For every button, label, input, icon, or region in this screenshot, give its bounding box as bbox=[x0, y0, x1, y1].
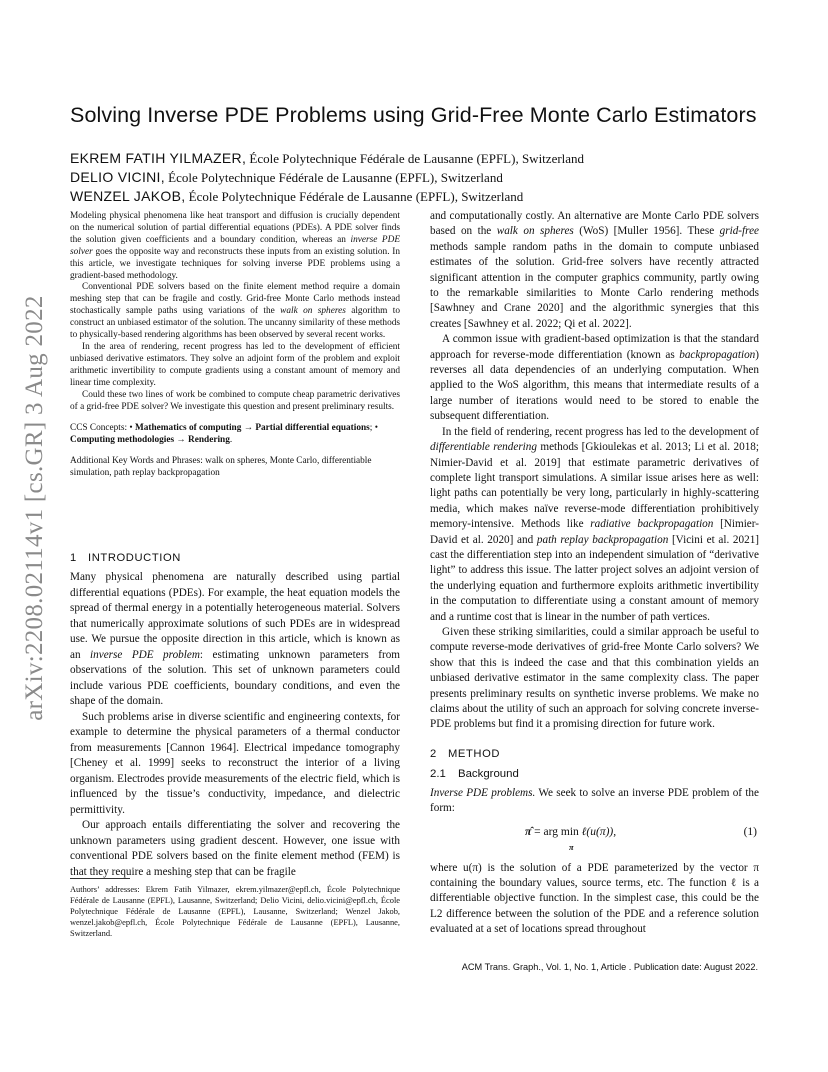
body-paragraph: Our approach entails differentiating the solver and recovering the unknown parameters using gradient descent. However, one issue with conventional PDE solvers based on the finite element method (FEM) is that they require a meshing step that can be fragile bbox=[70, 819, 400, 878]
arxiv-id: arXiv:2208.02114v1 [cs.GR] 3 Aug 2022 bbox=[21, 295, 48, 721]
body-column-left bbox=[70, 551, 400, 880]
abstract-paragraph: Modeling physical phenomena like heat transport and diffusion is crucially dependent on the numerical solution of partial differential equations (PDEs). A PDE solver finds the solution given coefficients and a boundary condition, whereas an inverse PDE solver goes the opposite way and reconstructs these inputs from an existing solution. In this article, we investigate techniques for solving inverse PDE problems using a gradient-based methodology. bbox=[70, 211, 400, 281]
arxiv-stamp bbox=[20, 288, 50, 728]
author-line-2 bbox=[70, 168, 503, 187]
author-addresses-footnote: Authors’ addresses: Ekrem Fatih Yilmazer, ekrem.yilmazer@epfl.ch, École Polytechnique Fédérale de Lausanne (EPFL), Lausanne, Switzerland; Delio Vicini, delio.vicini@epfl.ch, École Polytechnique Fédérale de Lausanne (EPFL), Lausanne, Switzerland; Wenzel Jakob, wenzel.jakob@epfl.ch, École Polytechnique Fédérale de Lausanne (EPFL), Lausanne, Switzerland. bbox=[70, 885, 400, 938]
abstract-paragraph: In the area of rendering, recent progress has led to the development of efficient unbiased derivative estimators. They solve an adjoint form of the problem and exploit arithmetic invertibility to compute gradients using a constant amount of memory and linear time complexity. bbox=[70, 341, 400, 388]
running-footer: ACM Trans. Graph., Vol. 1, No. 1, Article . Publication date: August 2022. bbox=[461, 962, 758, 972]
body-column-right bbox=[430, 209, 759, 938]
author-name: WENZEL JAKOB, bbox=[70, 188, 186, 204]
author-name: EKREM FATIH YILMAZER, bbox=[70, 150, 247, 166]
author-name: DELIO VICINI, bbox=[70, 169, 165, 185]
footnote-rule bbox=[70, 878, 130, 879]
body-paragraph: Given these striking similarities, could a similar approach be useful to compute reverse-mode derivatives of grid-free Monte Carlo solvers? We show that this is indeed the case and that this combination yields an unbiased derivative estimator in the same complexity class. The paper presents preliminary results on synthetic inverse problems. We make no claims about the utility of such an approach for solving concrete inverse-PDE problems but find it a promising direction for future work. bbox=[430, 625, 759, 731]
author-affiliation: École Polytechnique Fédérale de Lausanne (EPFL), Switzerland bbox=[246, 151, 585, 166]
body-paragraph: A common issue with gradient-based optimization is that the standard approach for reverse-mode differentiation (known as backpropagation) reverses all data dependencies of an underlying computation. When applied to the WoS algorithm, this means that intermediate results of a large number of iterations would need to be stored to enable the subsequent differentiation. bbox=[430, 333, 759, 423]
ccs-concepts: CCS Concepts: • Mathematics of computing → Partial differential equations; • Computing methodologies → Rendering. bbox=[70, 423, 378, 446]
author-affiliation: École Polytechnique Fédérale de Lausanne (EPFL), Switzerland bbox=[185, 189, 524, 204]
body-paragraph: Inverse PDE problems. We seek to solve an inverse PDE problem of the form: bbox=[430, 786, 759, 815]
keywords: Additional Key Words and Phrases: walk on spheres, Monte Carlo, differentiable simulation, path replay backpropagation bbox=[70, 456, 372, 479]
body-paragraph: Many physical phenomena are naturally described using partial differential equations (PDEs). For example, the heat equation models the spread of thermal energy in a potentially heterogeneous material. Solvers that numerically approximate solutions of such PDEs are in widespread use. We pursue the opposite direction in this article, which is known as an inverse PDE problem: estimating unknown parameters from observations of the solution. This set of unknown parameters could include various PDE coefficients, boundary conditions, and even the shape of the domain. bbox=[70, 571, 400, 707]
equation-1 bbox=[430, 823, 759, 857]
abstract-paragraph: Conventional PDE solvers based on the finite element method require a domain meshing step that can be fragile and costly. Grid-free Monte Carlo methods instead stochastically sample paths using variations of the walk on spheres algorithm to construct an unbiased estimator of the solution. The uncanny similarity of these methods to physically-based rendering algorithms has been observed by several recent works. bbox=[70, 282, 400, 341]
body-paragraph: In the field of rendering, recent progress has led to the development of differentiable rendering methods [Gkioulekas et al. 2013; Li et al. 2018; Nimier-David et al. 2019] that estimate parametric derivatives of complete light transport simulations. A similar issue arises here as well: light paths can potentially be very long, particularly in highly-scattering media, which makes naïve reverse-mode differentiation prohibitively memory-intensive. Methods like radiative backpropagation [Nimier-David et al. 2020] and path replay backpropagation [Vicini et al. 2021] cast the differentiation step into an independent simulation of “derivative light” to address this issue. The latter project solves an adjoint version of the underlying equation and furthermore exploits arithmetic invertibility in the computation to differentiate using a constant amount of memory and a runtime cost that is linear in the number of path vertices. bbox=[430, 425, 760, 623]
section-heading: 1 INTRODUCTION bbox=[70, 552, 181, 564]
section-heading: 2 METHOD bbox=[430, 747, 501, 760]
body-paragraph: where u(π) is the solution of a PDE parameterized by the vector π containing the boundary values, source terms, etc. The function ℓ is a differentiable objective function. In the simplest case, this could be the L2 difference between the solution of the PDE and a reference solution evaluated at a set of locations spread throughout bbox=[430, 861, 759, 936]
abstract bbox=[70, 211, 400, 480]
body-paragraph: and computationally costly. An alternative are Monte Carlo PDE solvers based on the walk on spheres (WoS) [Muller 1956]. These grid-free methods sample random paths in the domain to compute unbiased estimates of the solution. Grid-free solvers have recently attracted significant attention in the computer graphics community, partly owing to the remarkable similarities to Monte Carlo rendering methods [Sawhney and Crane 2020] and the algorithmic synergies that this creates [Sawhney et al. 2022; Qi et al. 2022]. bbox=[430, 210, 760, 330]
author-line-1 bbox=[70, 149, 584, 168]
author-affiliation: École Polytechnique Fédérale de Lausanne (EPFL), Switzerland bbox=[164, 170, 503, 185]
author-line-3 bbox=[70, 187, 523, 206]
abstract-paragraph: Could these two lines of work be combined to compute cheap parametric derivatives of a grid-free PDE solver? We investigate this question and present preliminary results. bbox=[70, 389, 400, 412]
equation-formula: π̂ = arg min ℓ(u(π)), π bbox=[525, 825, 617, 852]
equation-number: (1) bbox=[743, 825, 757, 838]
subsection-heading: 2.1 Background bbox=[430, 767, 519, 780]
paper-title: Solving Inverse PDE Problems using Grid-Free Monte Carlo Estimators bbox=[70, 103, 757, 127]
body-paragraph: Such problems arise in diverse scientific and engineering contexts, for example to determine the physical parameters of a thermal conductor from measurements [Cannon 1964]. Electrical impedance tomography [Cheney et al. 1999] seeks to reconstruct the interior of a living organism. Electrodes provide measurements of the electric field, which is influenced by the tissue’s conductivity, impedance, and dielectric permittivity. bbox=[70, 710, 400, 816]
